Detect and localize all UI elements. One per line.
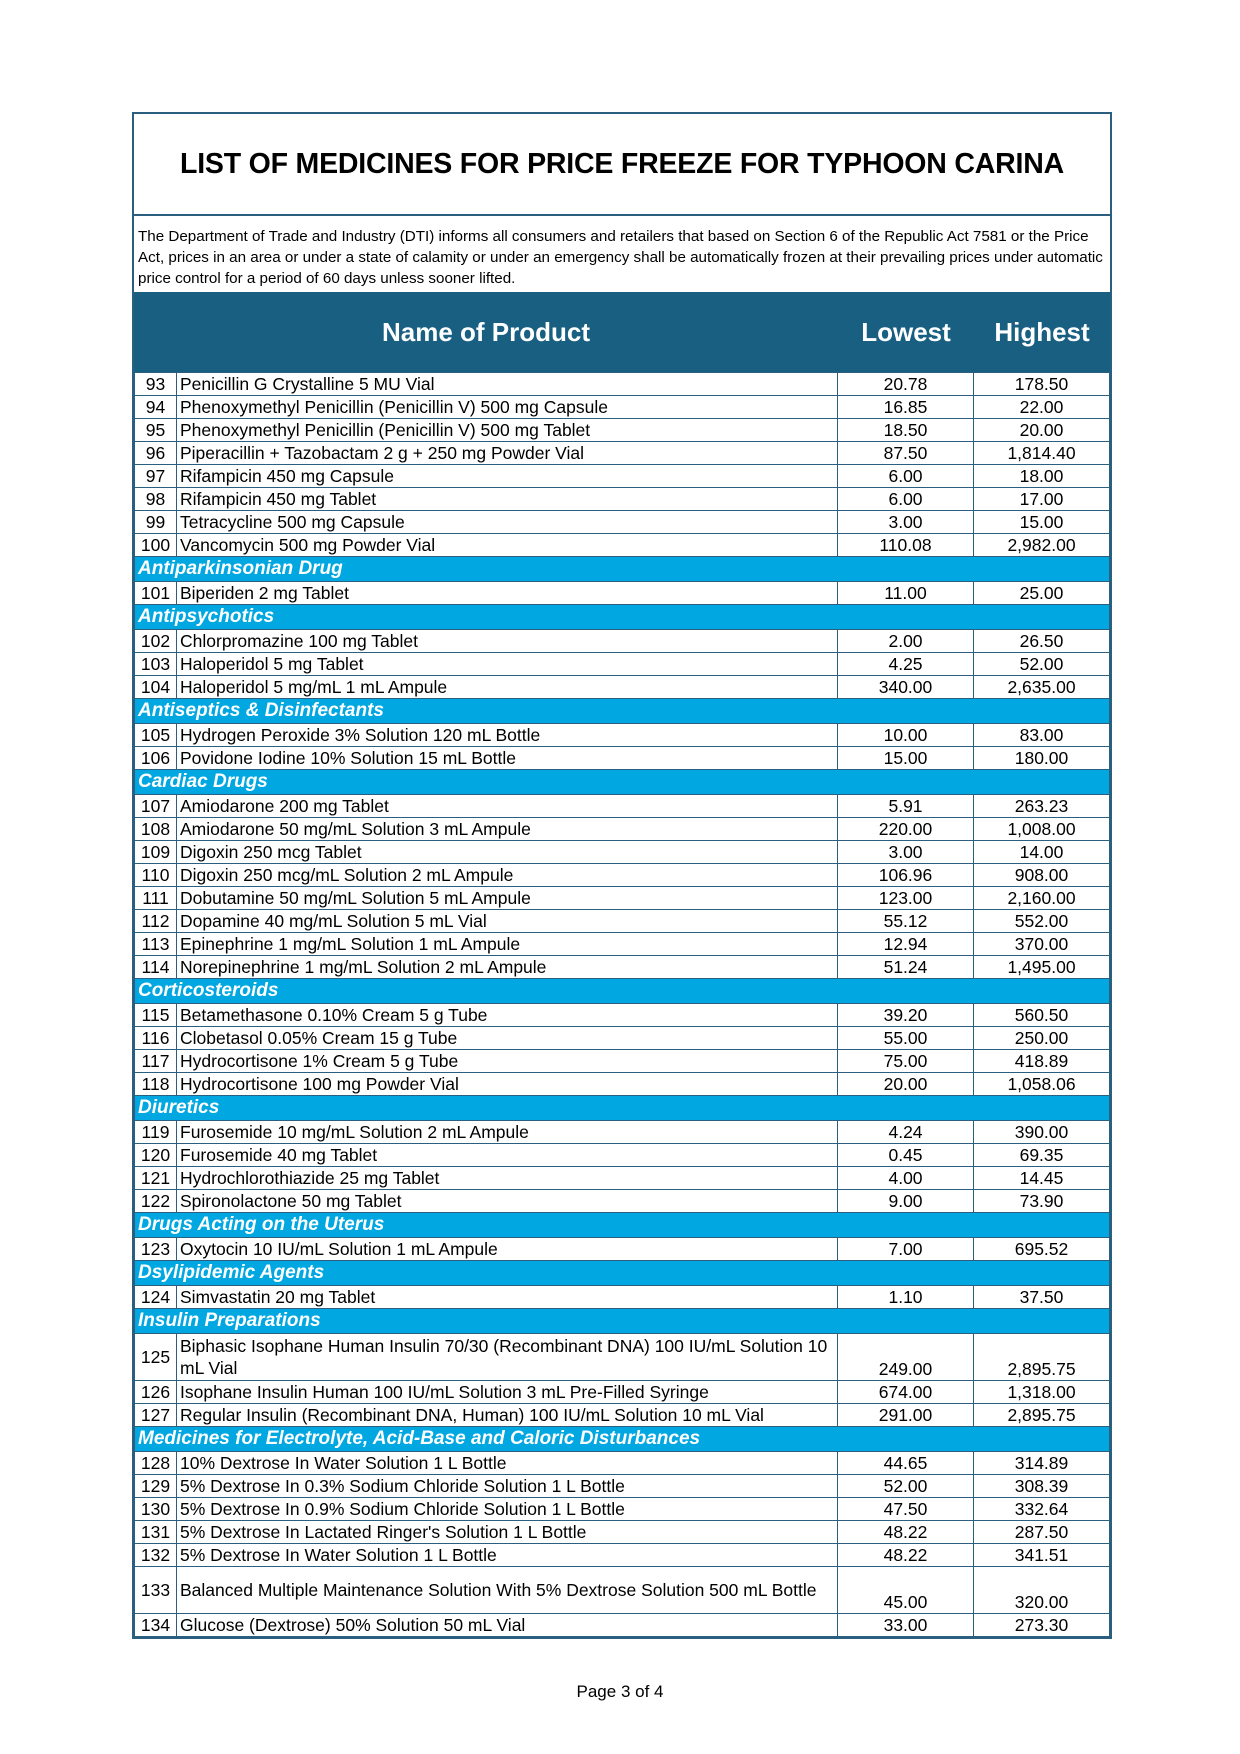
product-name: Simvastatin 20 mg Tablet (177, 1286, 838, 1309)
highest-price: 180.00 (974, 747, 1110, 770)
item-number: 122 (135, 1190, 177, 1213)
item-number: 97 (135, 465, 177, 488)
category-label: Cardiac Drugs (135, 770, 1110, 795)
lowest-price: 55.00 (838, 1027, 974, 1050)
highest-price: 695.52 (974, 1238, 1110, 1261)
lowest-price: 39.20 (838, 1004, 974, 1027)
item-number: 120 (135, 1144, 177, 1167)
category-row (135, 605, 1110, 630)
item-number: 96 (135, 442, 177, 465)
highest-price: 37.50 (974, 1286, 1110, 1309)
item-number: 109 (135, 841, 177, 864)
highest-price: 83.00 (974, 724, 1110, 747)
product-name: Betamethasone 0.10% Cream 5 g Tube (177, 1004, 838, 1027)
highest-price: 2,160.00 (974, 887, 1110, 910)
table-row (135, 396, 1110, 419)
category-label: Insulin Preparations (135, 1309, 1110, 1334)
product-name: Hydrogen Peroxide 3% Solution 120 mL Bottle (177, 724, 838, 747)
category-row (135, 1096, 1110, 1121)
product-name: Digoxin 250 mcg Tablet (177, 841, 838, 864)
product-name: Chlorpromazine 100 mg Tablet (177, 630, 838, 653)
highest-price: 418.89 (974, 1050, 1110, 1073)
column-header-highest: Highest (994, 316, 1090, 347)
table-row (135, 488, 1110, 511)
highest-price: 20.00 (974, 419, 1110, 442)
item-number: 114 (135, 956, 177, 979)
product-name: Amiodarone 50 mg/mL Solution 3 mL Ampule (177, 818, 838, 841)
table-body (135, 373, 1110, 1637)
title-box (134, 114, 1110, 216)
lowest-price: 0.45 (838, 1144, 974, 1167)
highest-price: 26.50 (974, 630, 1110, 653)
item-number: 103 (135, 653, 177, 676)
product-name: Haloperidol 5 mg/mL 1 mL Ampule (177, 676, 838, 699)
item-number: 110 (135, 864, 177, 887)
table-row (135, 534, 1110, 557)
item-number: 106 (135, 747, 177, 770)
category-label: Medicines for Electrolyte, Acid-Base and Caloric Disturbances (135, 1427, 1110, 1452)
item-number: 134 (135, 1614, 177, 1637)
product-name: Hydrocortisone 100 mg Powder Vial (177, 1073, 838, 1096)
product-name: 5% Dextrose In Lactated Ringer's Solution 1 L Bottle (177, 1521, 838, 1544)
lowest-price: 3.00 (838, 511, 974, 534)
highest-price: 250.00 (974, 1027, 1110, 1050)
table-row (135, 653, 1110, 676)
product-name: Epinephrine 1 mg/mL Solution 1 mL Ampule (177, 933, 838, 956)
table-row (135, 910, 1110, 933)
highest-price: 2,982.00 (974, 534, 1110, 557)
table-row (135, 1381, 1110, 1404)
item-number: 99 (135, 511, 177, 534)
product-name: 5% Dextrose In Water Solution 1 L Bottle (177, 1544, 838, 1567)
table-row (135, 724, 1110, 747)
item-number: 124 (135, 1286, 177, 1309)
table-row (135, 956, 1110, 979)
item-number: 104 (135, 676, 177, 699)
category-row (135, 1261, 1110, 1286)
item-number: 128 (135, 1452, 177, 1475)
lowest-price: 220.00 (838, 818, 974, 841)
column-header-name: Name of Product (381, 316, 591, 347)
item-number: 100 (135, 534, 177, 557)
item-number: 125 (135, 1334, 177, 1381)
item-number: 111 (135, 887, 177, 910)
highest-price: 263.23 (974, 795, 1110, 818)
table-row (135, 1334, 1110, 1381)
highest-price: 18.00 (974, 465, 1110, 488)
highest-price: 1,495.00 (974, 956, 1110, 979)
product-name: Amiodarone 200 mg Tablet (177, 795, 838, 818)
product-name: Clobetasol 0.05% Cream 15 g Tube (177, 1027, 838, 1050)
highest-price: 15.00 (974, 511, 1110, 534)
item-number: 133 (135, 1567, 177, 1614)
highest-price: 552.00 (974, 910, 1110, 933)
item-number: 98 (135, 488, 177, 511)
product-name: Hydrocortisone 1% Cream 5 g Tube (177, 1050, 838, 1073)
product-name: 5% Dextrose In 0.9% Sodium Chloride Solution 1 L Bottle (177, 1498, 838, 1521)
table-row (135, 1521, 1110, 1544)
table-row (135, 1286, 1110, 1309)
category-row (135, 557, 1110, 582)
product-name: Dopamine 40 mg/mL Solution 5 mL Vial (177, 910, 838, 933)
table-row (135, 582, 1110, 605)
item-number: 118 (135, 1073, 177, 1096)
item-number: 119 (135, 1121, 177, 1144)
item-number: 112 (135, 910, 177, 933)
lowest-price: 45.00 (838, 1567, 974, 1614)
product-name: Oxytocin 10 IU/mL Solution 1 mL Ampule (177, 1238, 838, 1261)
highest-price: 17.00 (974, 488, 1110, 511)
table-row (135, 630, 1110, 653)
table-row (135, 864, 1110, 887)
table-row (135, 442, 1110, 465)
page-title: LIST OF MEDICINES FOR PRICE FREEZE FOR TYPHOON CARINA (179, 147, 1065, 180)
highest-price: 390.00 (974, 1121, 1110, 1144)
item-number: 130 (135, 1498, 177, 1521)
highest-price: 22.00 (974, 396, 1110, 419)
lowest-price: 11.00 (838, 582, 974, 605)
item-number: 132 (135, 1544, 177, 1567)
lowest-price: 106.96 (838, 864, 974, 887)
table-row (135, 1167, 1110, 1190)
table-row (135, 1498, 1110, 1521)
lowest-price: 4.25 (838, 653, 974, 676)
product-name: Penicillin G Crystalline 5 MU Vial (177, 373, 838, 396)
table-row (135, 933, 1110, 956)
table-row (135, 841, 1110, 864)
item-number: 107 (135, 795, 177, 818)
category-row (135, 770, 1110, 795)
item-number: 129 (135, 1475, 177, 1498)
category-label: Dsylipidemic Agents (135, 1261, 1110, 1286)
item-number: 101 (135, 582, 177, 605)
category-label: Antiseptics & Disinfectants (135, 699, 1110, 724)
category-label: Antiparkinsonian Drug (135, 557, 1110, 582)
table-row (135, 1544, 1110, 1567)
product-name: 5% Dextrose In 0.3% Sodium Chloride Solution 1 L Bottle (177, 1475, 838, 1498)
medicine-price-table (134, 372, 1110, 1637)
lowest-price: 7.00 (838, 1238, 974, 1261)
highest-price: 273.30 (974, 1614, 1110, 1637)
table-row (135, 1027, 1110, 1050)
highest-price: 69.35 (974, 1144, 1110, 1167)
highest-price: 332.64 (974, 1498, 1110, 1521)
lowest-price: 3.00 (838, 841, 974, 864)
item-number: 94 (135, 396, 177, 419)
table-row (135, 373, 1110, 396)
lowest-price: 20.78 (838, 373, 974, 396)
item-number: 121 (135, 1167, 177, 1190)
lowest-price: 87.50 (838, 442, 974, 465)
table-row (135, 1452, 1110, 1475)
lowest-price: 48.22 (838, 1521, 974, 1544)
item-number: 127 (135, 1404, 177, 1427)
lowest-price: 12.94 (838, 933, 974, 956)
category-label: Drugs Acting on the Uterus (135, 1213, 1110, 1238)
lowest-price: 20.00 (838, 1073, 974, 1096)
lowest-price: 47.50 (838, 1498, 974, 1521)
item-number: 116 (135, 1027, 177, 1050)
lowest-price: 18.50 (838, 419, 974, 442)
table-row (135, 1475, 1110, 1498)
highest-price: 308.39 (974, 1475, 1110, 1498)
item-number: 126 (135, 1381, 177, 1404)
lowest-price: 5.91 (838, 795, 974, 818)
notice-paragraph: The Department of Trade and Industry (DTI) informs all consumers and retailers that based on Section 6 of the Republic Act 7581 or the Price Act, prices in an area or under a state of calamity or under an emergency shall be automatically frozen at their prevailing prices under automatic price control for a period of 60 days unless sooner lifted. (138, 228, 1103, 287)
table-row (135, 1190, 1110, 1213)
product-name: Biphasic Isophane Human Insulin 70/30 (Recombinant DNA) 100 IU/mL Solution 10 mL Vial (177, 1334, 838, 1381)
highest-price: 178.50 (974, 373, 1110, 396)
item-number: 105 (135, 724, 177, 747)
lowest-price: 340.00 (838, 676, 974, 699)
lowest-price: 6.00 (838, 465, 974, 488)
table-row (135, 676, 1110, 699)
table-row (135, 1567, 1110, 1614)
product-name: Dobutamine 50 mg/mL Solution 5 mL Ampule (177, 887, 838, 910)
table-row (135, 465, 1110, 488)
table-row (135, 1404, 1110, 1427)
highest-price: 52.00 (974, 653, 1110, 676)
item-number: 123 (135, 1238, 177, 1261)
lowest-price: 55.12 (838, 910, 974, 933)
highest-price: 370.00 (974, 933, 1110, 956)
highest-price: 2,895.75 (974, 1334, 1110, 1381)
item-number: 113 (135, 933, 177, 956)
highest-price: 1,814.40 (974, 442, 1110, 465)
lowest-price: 48.22 (838, 1544, 974, 1567)
lowest-price: 44.65 (838, 1452, 974, 1475)
lowest-price: 33.00 (838, 1614, 974, 1637)
table-row (135, 1614, 1110, 1637)
product-name: Hydrochlorothiazide 25 mg Tablet (177, 1167, 838, 1190)
product-name: Phenoxymethyl Penicillin (Penicillin V) 500 mg Capsule (177, 396, 838, 419)
item-number: 115 (135, 1004, 177, 1027)
highest-price: 1,008.00 (974, 818, 1110, 841)
page-number: Page 3 of 4 (576, 1682, 664, 1701)
product-name: Piperacillin + Tazobactam 2 g + 250 mg Powder Vial (177, 442, 838, 465)
product-name: Rifampicin 450 mg Capsule (177, 465, 838, 488)
item-number: 102 (135, 630, 177, 653)
highest-price: 2,635.00 (974, 676, 1110, 699)
table-row (135, 1121, 1110, 1144)
lowest-price: 674.00 (838, 1381, 974, 1404)
lowest-price: 16.85 (838, 396, 974, 419)
highest-price: 14.00 (974, 841, 1110, 864)
product-name: Spironolactone 50 mg Tablet (177, 1190, 838, 1213)
highest-price: 320.00 (974, 1567, 1110, 1614)
lowest-price: 52.00 (838, 1475, 974, 1498)
product-name: Phenoxymethyl Penicillin (Penicillin V) 500 mg Tablet (177, 419, 838, 442)
product-name: Haloperidol 5 mg Tablet (177, 653, 838, 676)
product-name: Biperiden 2 mg Tablet (177, 582, 838, 605)
lowest-price: 51.24 (838, 956, 974, 979)
product-name: Rifampicin 450 mg Tablet (177, 488, 838, 511)
product-name: Regular Insulin (Recombinant DNA, Human) 100 IU/mL Solution 10 mL Vial (177, 1404, 838, 1427)
item-number: 95 (135, 419, 177, 442)
lowest-price: 9.00 (838, 1190, 974, 1213)
category-row (135, 979, 1110, 1004)
product-name: Norepinephrine 1 mg/mL Solution 2 mL Ampule (177, 956, 838, 979)
lowest-price: 291.00 (838, 1404, 974, 1427)
product-name: Balanced Multiple Maintenance Solution With 5% Dextrose Solution 500 mL Bottle (177, 1567, 838, 1614)
lowest-price: 6.00 (838, 488, 974, 511)
lowest-price: 123.00 (838, 887, 974, 910)
highest-price: 314.89 (974, 1452, 1110, 1475)
lowest-price: 1.10 (838, 1286, 974, 1309)
lowest-price: 249.00 (838, 1334, 974, 1381)
table-row (135, 1050, 1110, 1073)
product-name: Vancomycin 500 mg Powder Vial (177, 534, 838, 557)
lowest-price: 2.00 (838, 630, 974, 653)
product-name: Furosemide 10 mg/mL Solution 2 mL Ampule (177, 1121, 838, 1144)
highest-price: 73.90 (974, 1190, 1110, 1213)
table-row (135, 1004, 1110, 1027)
category-row (135, 1213, 1110, 1238)
table-row (135, 1073, 1110, 1096)
highest-price: 25.00 (974, 582, 1110, 605)
highest-price: 341.51 (974, 1544, 1110, 1567)
product-name: 10% Dextrose In Water Solution 1 L Bottle (177, 1452, 838, 1475)
category-row (135, 1427, 1110, 1452)
category-label: Corticosteroids (135, 979, 1110, 1004)
product-name: Povidone Iodine 10% Solution 15 mL Bottle (177, 747, 838, 770)
item-number: 131 (135, 1521, 177, 1544)
table-row (135, 1144, 1110, 1167)
table-row (135, 419, 1110, 442)
category-row (135, 699, 1110, 724)
product-name: Digoxin 250 mcg/mL Solution 2 mL Ampule (177, 864, 838, 887)
table-header (134, 292, 1110, 372)
highest-price: 2,895.75 (974, 1404, 1110, 1427)
item-number: 108 (135, 818, 177, 841)
lowest-price: 75.00 (838, 1050, 974, 1073)
table-row (135, 1238, 1110, 1261)
highest-price: 14.45 (974, 1167, 1110, 1190)
product-name: Furosemide 40 mg Tablet (177, 1144, 838, 1167)
table-row (135, 747, 1110, 770)
highest-price: 560.50 (974, 1004, 1110, 1027)
lowest-price: 15.00 (838, 747, 974, 770)
lowest-price: 4.24 (838, 1121, 974, 1144)
category-label: Antipsychotics (135, 605, 1110, 630)
column-header-lowest: Lowest (861, 316, 951, 347)
item-number: 117 (135, 1050, 177, 1073)
lowest-price: 110.08 (838, 534, 974, 557)
category-row (135, 1309, 1110, 1334)
product-name: Glucose (Dextrose) 50% Solution 50 mL Vial (177, 1614, 838, 1637)
category-label: Diuretics (135, 1096, 1110, 1121)
product-name: Tetracycline 500 mg Capsule (177, 511, 838, 534)
lowest-price: 10.00 (838, 724, 974, 747)
highest-price: 1,318.00 (974, 1381, 1110, 1404)
item-number: 93 (135, 373, 177, 396)
table-row (135, 887, 1110, 910)
highest-price: 1,058.06 (974, 1073, 1110, 1096)
table-row (135, 818, 1110, 841)
highest-price: 908.00 (974, 864, 1110, 887)
table-row (135, 511, 1110, 534)
price-freeze-document (132, 112, 1112, 1639)
highest-price: 287.50 (974, 1521, 1110, 1544)
table-row (135, 795, 1110, 818)
lowest-price: 4.00 (838, 1167, 974, 1190)
product-name: Isophane Insulin Human 100 IU/mL Solution 3 mL Pre-Filled Syringe (177, 1381, 838, 1404)
